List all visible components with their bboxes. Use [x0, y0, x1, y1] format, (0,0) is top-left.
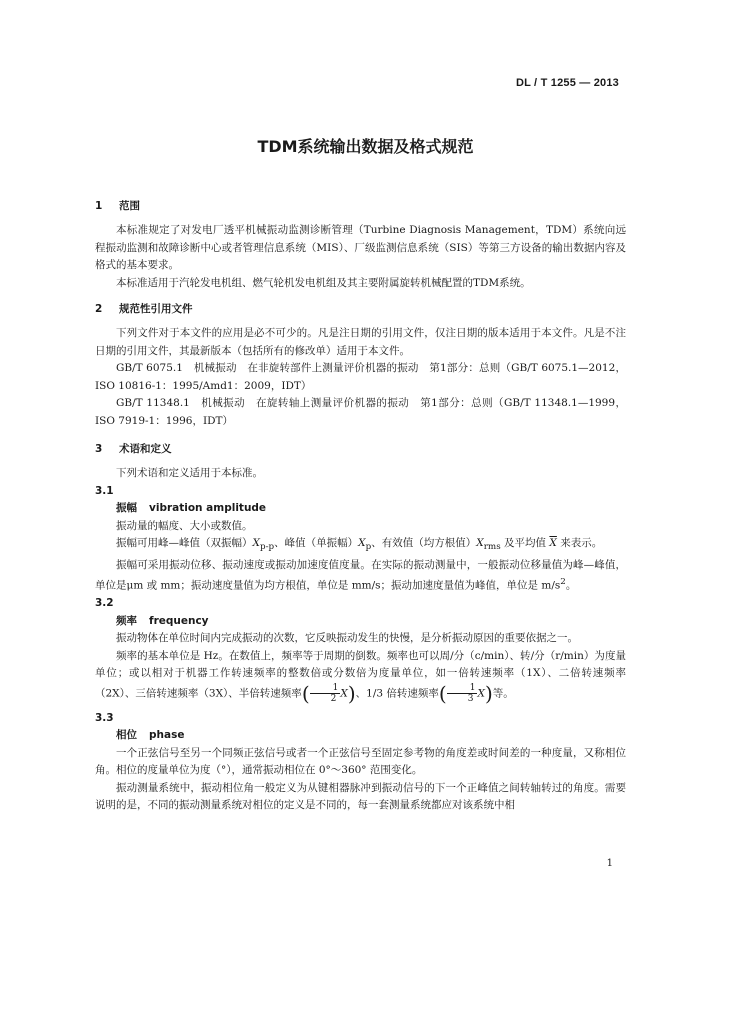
term-3-3-number: 3.3	[95, 711, 114, 724]
page-number: 1	[606, 858, 613, 869]
term-3-2-number: 3.2	[95, 597, 114, 610]
term-3-3-title: 相位 phase	[116, 729, 185, 742]
section-1-body	[95, 222, 626, 292]
section-3-intro: 下列术语和定义适用于本标准。	[116, 467, 263, 479]
term-3-2-paragraph-1: 频率的基本单位是 Hz。在数值上，频率等于周期的倒数。频率也可以周/分（c/min）、转/分（r/min）为度量单位；或以相对于机器工作转速频率的整数倍或分数倍为度量单位，如一倍转速频率（1X）、二倍转速频率（2X）、三倍转速频率（3X）、半倍转速频率( $\frac{1}{2}$ X)、1/3 倍转速频率( $\frac{1}{3}$ X)等。	[95, 649, 626, 706]
page-title: TDM系统输出数据及格式规范	[257, 137, 474, 156]
section-2-body	[95, 325, 626, 430]
section-3-heading: 3 术语和定义	[95, 443, 172, 455]
section-2-heading: 2 规范性引用文件	[95, 303, 193, 315]
term-3-3-paragraph-1: 振动测量系统中，振动相位角一般定义为从键相器脉冲到振动信号的下一个正峰值之间转轴转过的角度。需要说明的是，不同的振动测量系统对相位的定义是不同的，每一套测量系统都应对该系统中相	[95, 781, 626, 812]
term-3-1-title: 振幅 vibration amplitude	[116, 502, 267, 514]
term-3-1-definition: 振动量的幅度、大小或数值。	[116, 519, 253, 532]
section-2-paragraph-1: 下列文件对于本文件的应用是必不可少的。凡是注日期的引用文件，仅注日期的版本适用于本文件。凡是不注日期的引用文件，其最新版本（包括所有的修改单）适用于本文件。	[95, 327, 626, 357]
term-3-3-definition: 一个正弦信号至另一个同频正弦信号或者一个正弦信号至固定参考物的角度差或时间差的一种度量，又称相位角。相位的度量单位为度（°），通常振动相位在 0°～360° 范围变化。	[95, 746, 626, 777]
reference-gbt-11348-1: GB/T 11348.1 机械振动 在旋转轴上测量评价机器的振动 第1部分：总则（GB/T 11348.1—1999，ISO 7919-1：1996，IDT）	[95, 397, 626, 427]
term-3-1-paragraph-1: 振幅可用峰—峰值（双振幅）$X_{p-p}$、峰值（单振幅）$X_p$、有效值（均方根值）$X_{rms}$ 及平均值 $\overline{X}$ 来表示。	[116, 537, 603, 553]
section-1-paragraph-2: 本标准适用于汽轮发电机组、燃气轮机发电机组及其主要附属旋转机械配置的TDM系统。	[116, 276, 531, 289]
section-2	[95, 301, 626, 319]
section-3-body	[95, 465, 626, 815]
standard-code: DL / T 1255 — 2013	[515, 77, 619, 89]
reference-gbt-6075-1: GB/T 6075.1 机械振动 在非旋转部件上测量评价机器的振动 第1部分：总则（GB/T 6075.1—2012，ISO 10816-1：1995/Amd1：2009，IDT）	[95, 362, 626, 392]
term-3-2-definition: 振动物体在单位时间内完成振动的次数，它反映振动发生的快慢，是分析振动原因的重要依据之一。	[116, 632, 578, 645]
section-3	[95, 441, 626, 459]
section-1	[95, 198, 626, 216]
term-3-1-number: 3.1	[95, 484, 114, 497]
section-1-paragraph-1: 本标准规定了对发电厂透平机械振动监测诊断管理（Turbine Diagnosis Management，TDM）系统向远程振动监测和故障诊断中心或者管理信息系统（MIS）、厂级监测信息系统（SIS）等第三方设备的输出数据内容及格式的基本要求。	[95, 224, 626, 271]
section-1-heading: 1 范围	[95, 200, 140, 212]
term-3-1-paragraph-2: 振幅可采用振动位移、振动速度或振动加速度值度量。在实际的振动测量中，一般振动位移量值为峰—峰值，单位是μm 或 mm；振动速度量值为均方根值，单位是 mm/s；振动加速度量值为峰值，单位是 $m/s^2$。	[95, 558, 626, 592]
term-3-2-title: 频率 frequency	[116, 614, 209, 627]
